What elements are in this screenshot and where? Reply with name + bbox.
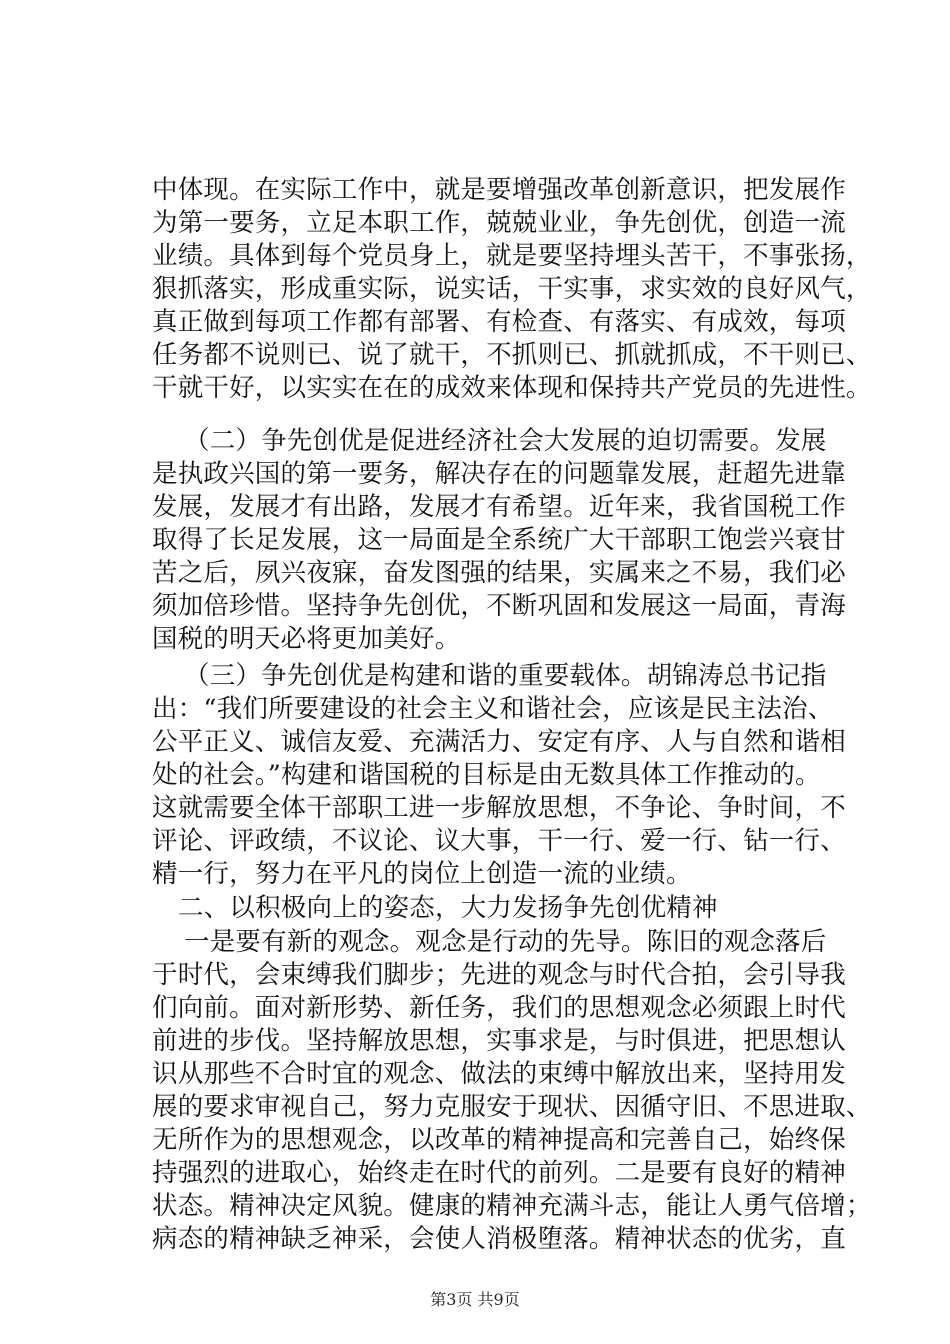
body-text-line: 前进的步伐。坚持解放思想，实事求是，与时俱进，把思想认 [152, 1026, 846, 1056]
body-text-line: 精一行，努力在平凡的岗位上创造一流的业绩。 [152, 859, 692, 889]
body-text-line: 病态的精神缺乏神采，会使人消极堕落。精神状态的优劣，直 [152, 1224, 846, 1254]
body-text-line: 国税的明天必将更加美好。 [152, 624, 461, 654]
body-text-line: 处的社会。”构建和谐国税的目标是由无数具体工作推动的。 [152, 760, 821, 790]
body-text-line: 于时代，会束缚我们脚步；先进的观念与时代合拍，会引导我 [152, 960, 846, 990]
body-text-line: 公平正义、诚信友爱、充满活力、安定有序、人与自然和谐相 [152, 727, 846, 757]
body-text-line: 无所作为的思想观念，以改革的精神提高和完善自己，始终保 [152, 1125, 846, 1155]
page-number-footer: 第3页 共9页 [430, 1290, 520, 1309]
body-text-line: 这就需要全体干部职工进一步解放思想，不争论、争时间，不 [152, 793, 846, 823]
body-text-line: 们向前。面对新形势、新任务，我们的思想观念必须跟上时代 [152, 993, 846, 1023]
body-text-line: 发展，发展才有出路，发展才有希望。近年来，我省国税工作 [152, 492, 846, 522]
body-text-line: 是执政兴国的第一要务，解决存在的问题靠发展，赶超先进靠 [152, 459, 846, 489]
body-text-line: 狠抓落实，形成重实际，说实话，干实事，求实效的良好风气， [152, 274, 872, 304]
body-text-line: 展的要求审视自己，努力克服安于现状、因循守旧、不思进取、 [152, 1092, 872, 1122]
body-text-line: 识从那些不合时宜的观念、做法的束缚中解放出来，坚持用发 [152, 1059, 846, 1089]
body-text-line: 持强烈的进取心，始终走在时代的前列。二是要有良好的精神 [152, 1158, 846, 1188]
body-text-line: 苦之后，夙兴夜寐，奋发图强的结果，实属来之不易，我们必 [152, 558, 846, 588]
section-heading-line: （二）争先创优是促进经济社会大发展的迫切需要。发展 [184, 426, 827, 456]
body-text-line: 干就干好，以实实在在的成效来体现和保持共产党员的先进性。 [152, 373, 872, 403]
body-text-line: 取得了长足发展，这一局面是全系统广大干部职工饱尝兴衰甘 [152, 525, 846, 555]
body-text-line: 状态。精神决定风貌。健康的精神充满斗志，能让人勇气倍增； [152, 1191, 872, 1221]
body-text-line: 评论、评政绩，不议论、议大事，干一行、爱一行、钻一行、 [152, 826, 846, 856]
body-text-line: 真正做到每项工作都有部署、有检查、有落实、有成效，每项 [152, 307, 846, 337]
chapter-heading-line: 二、以积极向上的姿态，大力发扬争先创优精神 [178, 893, 718, 923]
body-text-line: 业绩。具体到每个党员身上，就是要坚持埋头苦干，不事张扬， [152, 241, 872, 271]
section-heading-line: （三）争先创优是构建和谐的重要载体。胡锦涛总书记指 [184, 661, 827, 691]
body-text-line: 出：“我们所要建设的社会主义和谐社会，应该是民主法治、 [152, 694, 834, 724]
body-text-line: 一是要有新的观念。观念是行动的先导。陈旧的观念落后 [184, 927, 827, 957]
body-text-line: 中体现。在实际工作中，就是要增强改革创新意识，把发展作 [152, 175, 846, 205]
body-text-line: 任务都不说则已、说了就干，不抓则已、抓就抓成，不干则已、 [152, 340, 872, 370]
body-text-line: 须加倍珍惜。坚持争先创优，不断巩固和发展这一局面，青海 [152, 591, 846, 621]
body-text-line: 为第一要务，立足本职工作，兢兢业业，争先创优，创造一流 [152, 208, 846, 238]
